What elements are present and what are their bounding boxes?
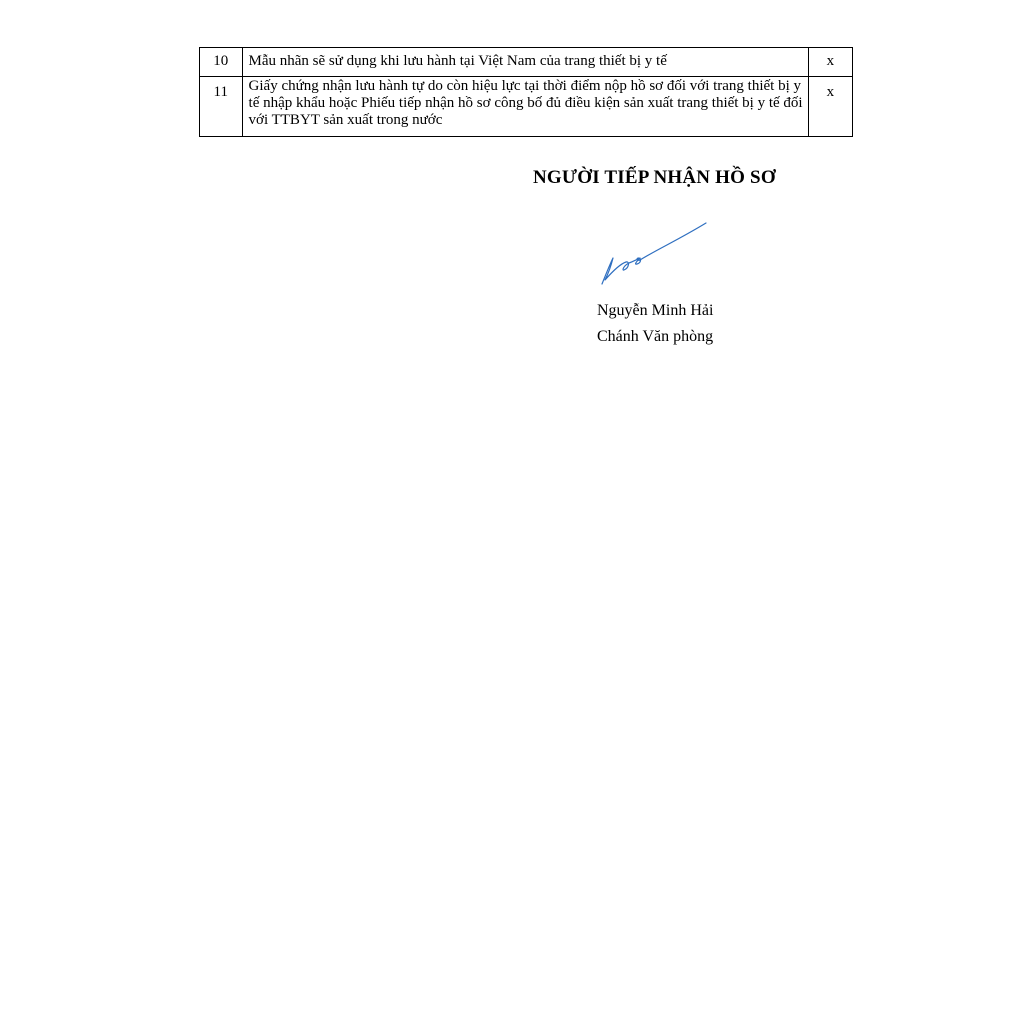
- row-check-mark: x: [826, 53, 835, 69]
- handwritten-signature: [596, 218, 716, 290]
- table-row: [200, 77, 853, 137]
- row-description-cell: [242, 77, 808, 137]
- table-row: [200, 48, 853, 77]
- row-check-mark: x: [826, 84, 835, 100]
- signer-position: Chánh Văn phòng: [597, 328, 714, 345]
- row-description: Mẫu nhãn sẽ sử dụng khi lưu hành tại Việt Nam của trang thiết bị y tế: [248, 53, 667, 69]
- row-description: Giấy chứng nhận lưu hành tự do còn hiệu lực tại thời điểm nộp hồ sơ đối với trang thiết bị y tế nhập khẩu hoặc Phiếu tiếp nhận hồ sơ công bố đủ điều kiện sản xuất trang thiết bị y tế đối với TTBYT sản xuất trong nước: [248, 78, 803, 128]
- row-check-cell: [808, 48, 852, 77]
- document-checklist-table: [199, 47, 853, 137]
- receiver-title: NGƯỜI TIẾP NHẬN HỒ SƠ: [533, 167, 776, 188]
- row-number-cell: [200, 77, 243, 137]
- row-number: 10: [213, 53, 229, 69]
- row-description-cell: [242, 48, 808, 77]
- signer-name: Nguyễn Minh Hải: [597, 302, 714, 319]
- row-number-cell: [200, 48, 243, 77]
- row-check-cell: [808, 77, 852, 137]
- row-number: 11: [213, 84, 228, 100]
- signature-stroke: [602, 223, 706, 284]
